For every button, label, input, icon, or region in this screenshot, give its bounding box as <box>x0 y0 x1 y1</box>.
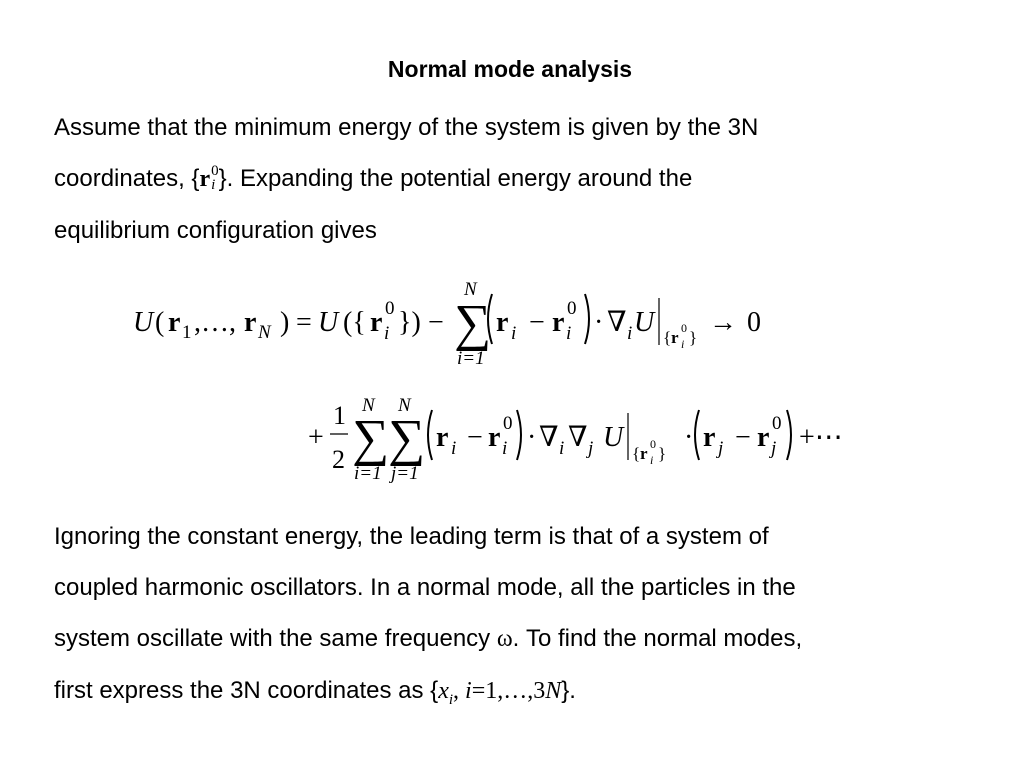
superscript-0: 0 <box>681 321 687 335</box>
arrow: → <box>709 307 737 338</box>
minus-sign: − <box>735 422 751 453</box>
big-paren-right <box>517 410 521 460</box>
r-vector: r <box>370 307 383 338</box>
minus-sign: − <box>428 307 444 338</box>
brace-paren-close: }) <box>398 307 421 338</box>
potential-U: U <box>603 422 624 453</box>
r-vector: r <box>640 444 648 463</box>
dot-operator: · <box>527 422 537 453</box>
normal-mode-paragraph <box>54 511 984 726</box>
subscript-j: j <box>718 438 724 459</box>
r-vector: r <box>436 422 449 453</box>
index-N: N <box>545 678 562 704</box>
r-vector: r <box>168 307 181 338</box>
eval-brace-open: { <box>632 444 641 463</box>
eval-brace-open: { <box>663 328 672 347</box>
intro-line-2-start: coordinates, { <box>54 165 200 192</box>
potential-U: U <box>133 307 154 338</box>
fraction-numerator: 1 <box>333 401 346 430</box>
subscript-i: i <box>448 691 454 708</box>
page-title: Normal mode analysis <box>387 56 633 82</box>
subscript-i: i <box>384 323 390 344</box>
superscript-0: 0 <box>503 413 513 434</box>
superscript-0: 0 <box>650 437 656 451</box>
subscript-i: i <box>211 176 216 193</box>
intro-line-2-end: }. Expanding the potential energy around the <box>218 165 693 192</box>
big-paren-right <box>787 410 791 460</box>
minus-sign: − <box>529 307 545 338</box>
index-i: i <box>465 678 472 704</box>
sup-sub-stack <box>211 164 219 192</box>
summation-sign: ∑ <box>388 410 426 467</box>
r-vector: r <box>703 422 716 453</box>
dot-operator: · <box>684 422 694 453</box>
subscript-i: i <box>451 438 457 459</box>
paren-open: ( <box>155 307 165 338</box>
subscript-i: i <box>559 438 565 459</box>
eval-brace-close: } <box>658 444 667 463</box>
body-line-3-end: . To find the normal modes, <box>512 625 803 652</box>
coordinate-x: x <box>438 678 449 704</box>
eval-brace-close: } <box>689 328 698 347</box>
zero: 0 <box>747 307 761 338</box>
nabla-operator: ∇ <box>568 422 588 453</box>
body-line-4-start: first express the 3N coordinates as { <box>54 677 439 704</box>
equals-sign: = <box>296 307 312 338</box>
omega-symbol: ω <box>496 626 513 652</box>
r-vector: r <box>496 307 509 338</box>
body-line-1: Ignoring the constant energy, the leading term is that of a system of <box>54 523 769 550</box>
sum-lower-j: j=1 <box>391 463 419 484</box>
r-vector: r <box>671 328 679 347</box>
subscript-N: N <box>258 322 271 343</box>
position-vector-symbol: r <box>199 166 211 192</box>
comma: , <box>453 678 466 704</box>
plus-ellipsis: +⋯ <box>799 422 843 453</box>
index-range: =1,…,3 <box>471 678 546 704</box>
superscript-zero: 0 <box>211 162 219 179</box>
equation-line-2 <box>308 395 843 484</box>
superscript-0: 0 <box>385 298 395 319</box>
potential-U: U <box>318 307 339 338</box>
sum-upper-N: N <box>398 395 411 416</box>
big-paren-left <box>488 294 492 344</box>
subscript-i: i <box>650 453 654 467</box>
paren-close: ) <box>280 307 290 338</box>
body-line-4-end: }. <box>561 677 576 704</box>
big-paren-right <box>585 294 589 344</box>
r-vector: r <box>757 422 770 453</box>
r-vector: r <box>488 422 501 453</box>
subscript-i: i <box>681 337 685 351</box>
big-paren-left <box>428 410 432 460</box>
summation-sign: ∑ <box>352 410 390 467</box>
nabla-operator: ∇ <box>539 422 559 453</box>
sum-upper-N: N <box>464 279 477 300</box>
nabla-operator: ∇ <box>607 307 627 338</box>
superscript-0: 0 <box>772 413 782 434</box>
superscript-0: 0 <box>567 298 577 319</box>
subscript-j: j <box>588 438 594 459</box>
sum-upper-N: N <box>362 395 375 416</box>
summation-sign: ∑ <box>454 295 492 352</box>
dot-operator: · <box>594 307 604 338</box>
minus-sign: − <box>467 422 483 453</box>
sum-lower-i: i=1 <box>457 348 485 369</box>
sum-lower-i: i=1 <box>354 463 382 484</box>
subscript-i: i <box>511 323 517 344</box>
potential-U: U <box>634 307 655 338</box>
fraction-denominator: 2 <box>332 445 345 474</box>
intro-paragraph <box>54 102 984 256</box>
subscript-i: i <box>502 438 508 459</box>
subscript-1: 1 <box>182 322 192 343</box>
intro-line-1: Assume that the minimum energy of the system is given by the 3N <box>54 114 759 141</box>
subscript-i: i <box>566 323 572 344</box>
plus-sign: + <box>308 422 324 453</box>
subscript-i: i <box>627 323 633 344</box>
equation-line-1 <box>133 279 761 369</box>
paren-brace-open: ({ <box>343 307 366 338</box>
r-vector: r <box>244 307 257 338</box>
big-paren-left <box>695 410 699 460</box>
subscript-j: j <box>771 438 777 459</box>
body-line-2: coupled harmonic oscillators. In a normal mode, all the particles in the <box>54 574 796 601</box>
r-vector: r <box>552 307 565 338</box>
comma-ellipsis: ,…, <box>194 307 236 338</box>
body-line-3-start: system oscillate with the same frequency <box>54 625 497 652</box>
intro-line-3: equilibrium configuration gives <box>54 217 377 244</box>
